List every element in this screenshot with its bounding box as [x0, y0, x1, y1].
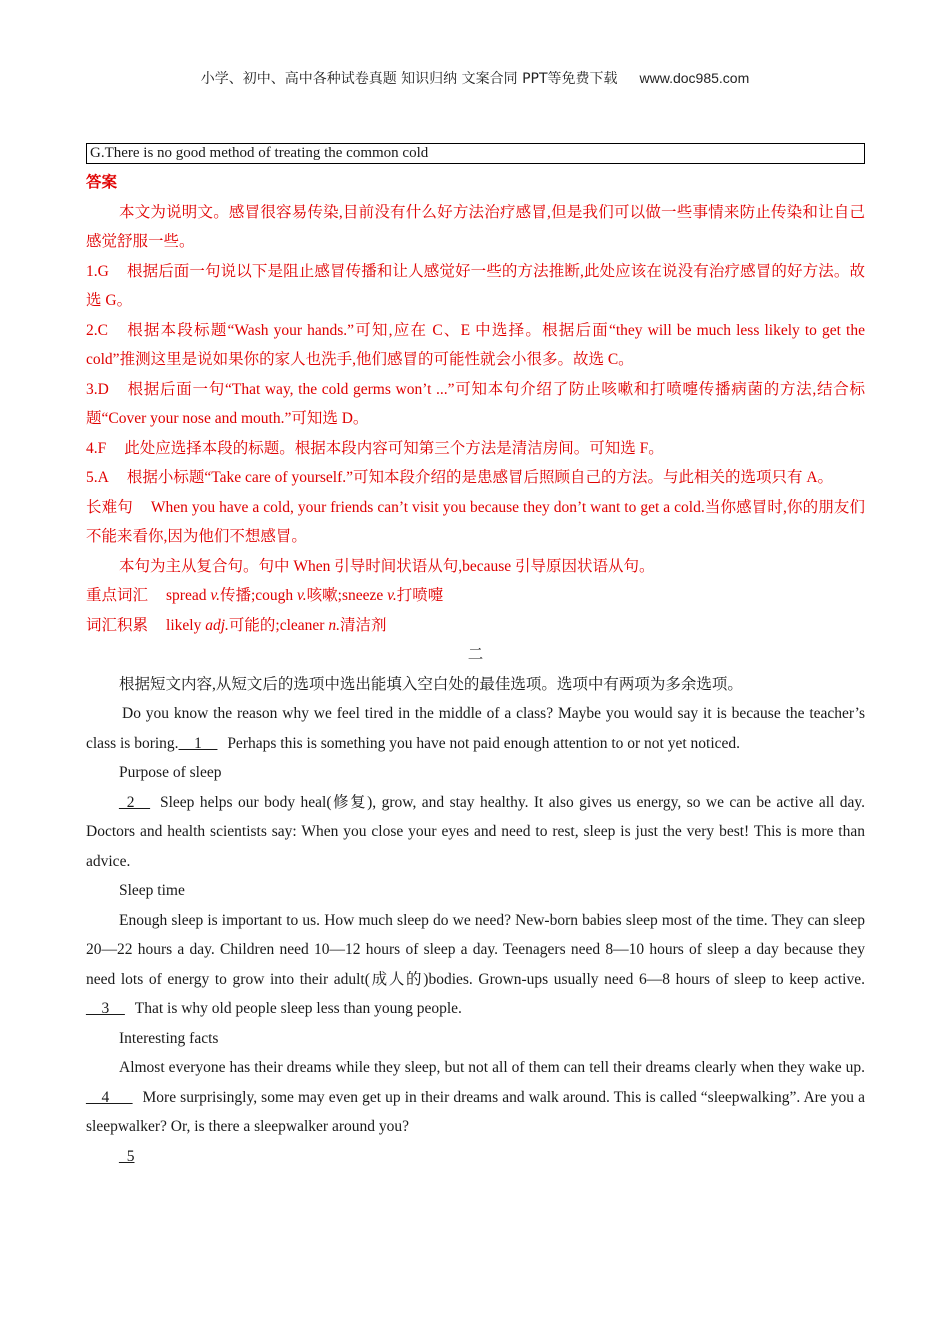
blank-4[interactable]: __4___ — [86, 1088, 133, 1106]
vocab-word: cleaner — [279, 616, 325, 634]
answer-item-label: 5.A — [86, 469, 109, 486]
passage-paragraph-4 — [86, 1053, 865, 1142]
paragraph-text: More surprisingly, some may even get up in their dreams and walk around. This is called “sleepwalking”. Are you a sleepwalker? Or, is there a sleepwalker around you? — [86, 1088, 865, 1135]
answer-item — [86, 434, 865, 464]
vocab-pos: v. — [387, 587, 397, 604]
long-sentence-text: When you have a cold, your friends can’t visit you because they don’t want to get a cold.当你感冒时,你的朋友们不能来看你,因为他们不想感冒。 — [86, 498, 865, 545]
key-vocab-label: 重点词汇 — [86, 587, 149, 604]
answer-item-label: 2.C — [86, 321, 108, 339]
vocab-word: likely — [166, 616, 202, 634]
vocab-word: spread — [166, 587, 207, 604]
answer-item-text: 根据后面一句“That way, the cold germs won’t ...”可知本句介绍了防止咳嗽和打喷嚏传播病菌的方法,结合标题“Cover your nose and mouth.”可知选 D。 — [86, 380, 865, 427]
blank-5[interactable]: _5 — [119, 1147, 135, 1165]
answer-item-label: 4.F — [86, 439, 107, 457]
vocab-meaning: 打喷嚏 — [396, 587, 444, 604]
sentence-analysis: 本句为主从复合句。句中 When 引导时间状语从句,because 引导原因状语从句。 — [119, 557, 655, 575]
long-sentence — [86, 493, 865, 552]
answer-heading: 答案 — [86, 174, 118, 191]
answer-item-text: 此处应选择本段的标题。根据本段内容可知第三个方法是清洁房间。可知选 F。 — [124, 439, 664, 457]
paragraph-text: Perhaps this is something you have not paid enough attention to or not yet noticed. — [227, 734, 741, 752]
vocab-meaning: 传播; — [219, 587, 256, 604]
answer-item — [86, 257, 865, 316]
answer-item-text: 根据本段标题“Wash your hands.”可知,应在 C、E 中选择。根据后面“they will be much less likely to get the cold”推测这里是说如果你的家人也洗手,他们感冒的可能性就会小很多。故选 C。 — [86, 321, 865, 368]
header-site-link[interactable]: www.doc985.com — [639, 70, 750, 86]
long-sentence-label: 长难句 — [86, 498, 133, 516]
blank-1[interactable]: __1__ — [178, 734, 218, 752]
paragraph-text: Enough sleep is important to us. How much sleep do we need? New-born babies sleep most of the time. They can sleep 20—22 hours a day. Children need 10—12 hours of sleep a day. Teenagers need 8—10 hours of sleep a day because they need lots of energy to grow into their adult(成人的)bodies. Grown-ups usually need 6—8 hours of sleep to keep active. — [86, 911, 865, 988]
passage-paragraph-1 — [86, 699, 865, 758]
vocab-meaning: 咳嗽; — [306, 587, 342, 604]
section-instruction: 根据短文内容,从短文后的选项中选出能填入空白处的最佳选项。选项中有两项为多余选项。 — [119, 675, 743, 693]
answer-item-text: 根据小标题“Take care of yourself.”可知本段介绍的是患感冒后照顾自己的方法。与此相关的选项只有 A。 — [126, 469, 834, 486]
vocab-pos: v. — [297, 587, 307, 604]
vocab-word: cough — [255, 587, 294, 604]
section-number: 二 — [467, 646, 484, 663]
answer-item — [86, 463, 865, 493]
paragraph-text: That is why old people sleep less than young people. — [134, 1000, 462, 1017]
document-body — [86, 143, 865, 1171]
header-text: 小学、初中、高中各种试卷真题 知识归纳 文案合同 PPT等免费下载 — [200, 71, 618, 87]
passage-paragraph-5 — [86, 1142, 865, 1172]
vocab-pos: v. — [210, 587, 220, 604]
blank-3[interactable]: __3__ — [86, 1000, 125, 1017]
passage-paragraph-3 — [86, 906, 865, 1024]
option-g-box: G.There is no good method of treating the common cold — [86, 143, 865, 164]
key-vocab — [86, 581, 865, 611]
vocab-accumulation — [86, 611, 865, 641]
subheading-interesting-facts: Interesting facts — [119, 1029, 219, 1047]
answer-item — [86, 316, 865, 375]
vocab-meaning: 清洁剂 — [339, 616, 387, 634]
subheading-sleep-time: Sleep time — [119, 882, 185, 899]
page-header — [0, 68, 950, 88]
vocab-meaning: 可能的; — [228, 616, 280, 634]
paragraph-text: Sleep helps our body heal(修复), grow, and stay healthy. It also gives us energy, so we can be active all day. Doctors and health scientists say: When you close your eyes and need to rest, sleep is just the very best! This is more than advice. — [86, 793, 865, 870]
answer-item-text: 根据后面一句说以下是阻止感冒传播和让人感觉好一些的方法推断,此处应该在说没有治疗感冒的好方法。故选 G。 — [86, 262, 865, 309]
vocab-word: sneeze — [341, 587, 384, 604]
vocab-pos: adj. — [205, 616, 229, 634]
accum-label: 词汇积累 — [86, 616, 149, 634]
answer-item — [86, 375, 865, 434]
passage-paragraph-2 — [86, 788, 865, 877]
answer-intro: 本文为说明文。感冒很容易传染,目前没有什么好方法治疗感冒,但是我们可以做一些事情来防止传染和让自己感觉舒服一些。 — [86, 203, 865, 250]
blank-2[interactable]: _2__ — [119, 793, 150, 811]
subheading-purpose: Purpose of sleep — [119, 764, 222, 781]
vocab-pos: n. — [328, 616, 340, 634]
paragraph-text: Do you know the reason why we feel tired in the middle of a class? Maybe you would say it is because the teacher’s class is boring. — [86, 705, 865, 752]
answer-item-label: 3.D — [86, 380, 109, 398]
paragraph-text: Almost everyone has their dreams while they sleep, but not all of them can tell their dreams clearly when they wake up. — [119, 1059, 865, 1076]
answer-item-label: 1.G — [86, 262, 109, 280]
